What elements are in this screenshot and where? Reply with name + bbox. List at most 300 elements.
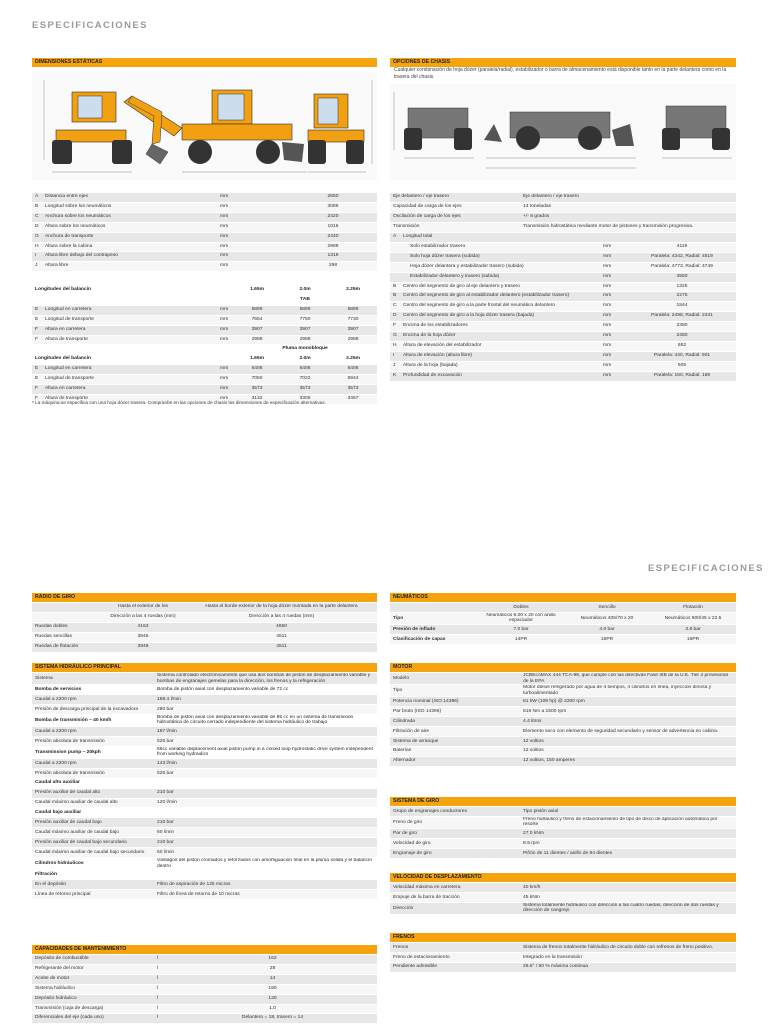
row-label: Altura de la hoja (bajada): [400, 361, 600, 371]
row-value: Sistema totalmente hidráulico con dirección a las cuatro ruedas, dirección de dos ruedas y dirección de cangrejo: [520, 902, 736, 914]
row-value: 143 l/min: [154, 759, 377, 769]
row-label: Alternador: [390, 756, 520, 766]
table-row: [32, 632, 377, 642]
row-value-3: 6944: [329, 375, 377, 385]
chassis-front-view: [394, 92, 474, 158]
row-label: Altura de transporte: [42, 394, 217, 404]
row-value: 12 voltios: [520, 736, 736, 746]
tab-head-c1: 1.65m: [233, 286, 281, 295]
mono-head-c3: 2.25m: [329, 355, 377, 365]
row-label: Presión absoluta de transmisión: [32, 736, 154, 746]
row-key: B: [390, 282, 400, 292]
table-row: [32, 315, 377, 325]
row-value-2: 4511: [186, 642, 377, 652]
row-label: Potencia nominal (ISO 14396): [390, 697, 520, 707]
row-key: K: [390, 371, 400, 381]
tab-head-c3: 2.25m: [329, 286, 377, 295]
row-label: Longitud en carretera: [42, 365, 217, 375]
row-value-2: 3573: [281, 385, 329, 395]
row-value: Paralela: 440, Radial: 501: [628, 351, 736, 361]
motor-title-bar: MOTOR: [390, 663, 736, 672]
row-value: Integrado en la transmisión: [520, 952, 736, 962]
row-label: Presión de descarga principal de la excavadora: [32, 704, 154, 714]
row-unit: mm: [600, 371, 628, 381]
mono-head-c1: 1.65m: [233, 355, 281, 365]
table-row: [32, 768, 377, 778]
table-row: [390, 717, 736, 727]
row-value-1: 3132: [233, 394, 281, 404]
row-unit: mm: [600, 272, 628, 282]
table-row: [390, 673, 736, 685]
table-row: [390, 736, 736, 746]
row-label: Modelo: [390, 673, 520, 685]
row-value-2: 7022: [281, 375, 329, 385]
row-unit: l: [154, 994, 168, 1004]
table-row: [32, 889, 377, 899]
row-value: [154, 778, 377, 788]
table-row: [390, 962, 736, 972]
row-key: F: [390, 322, 400, 332]
table-row: [32, 242, 377, 252]
row-key: H: [390, 341, 400, 351]
chassis-options-diagram: [390, 84, 736, 180]
row-value: 2275: [628, 292, 736, 302]
row-value-1: 3907: [233, 325, 281, 335]
row-label: Clasificación de capas: [390, 634, 478, 644]
row-value-3: 7730: [329, 315, 377, 325]
row-value: +/- 8 grados: [520, 212, 736, 222]
row-value: 1016: [289, 222, 377, 232]
table-row: [390, 848, 736, 858]
row-label: Aceite de motor: [32, 974, 154, 984]
row-value-2: 4.0 bar: [564, 625, 650, 635]
row-label: Longitud de transporte: [42, 375, 217, 385]
row-label: Solo estabilizador trasero: [400, 242, 600, 252]
row-value: 298: [289, 262, 377, 272]
row-value-3: 3907: [329, 325, 377, 335]
row-unit: mm: [217, 262, 289, 272]
chasis-top-table: [390, 193, 736, 233]
table-row: [32, 714, 377, 726]
vel-title-bar: VELOCIDAD DE DESPLAZAMIENTO: [390, 873, 736, 882]
table-row: [32, 262, 377, 272]
row-value: 1319: [289, 252, 377, 262]
row-label: Centro del segmento de giro al estabilizador delantero (estabilizador trasero): [400, 292, 600, 302]
table-row: [32, 232, 377, 242]
row-label: Distancia entre ejes: [42, 193, 217, 202]
row-value-1: 2988: [233, 335, 281, 345]
row-unit: mm: [600, 252, 628, 262]
row-value: 60 l/min: [154, 828, 377, 838]
row-key: I: [32, 252, 42, 262]
table-row: [390, 625, 736, 635]
row-label: Altura libre debajo del contrapeso: [42, 252, 217, 262]
table-row: [390, 371, 736, 381]
row-value: Paralela: 150, Radial: 169: [628, 371, 736, 381]
row-label: Par de giro: [390, 829, 520, 839]
row-key: [390, 262, 400, 272]
tab-sub-label: TAB: [233, 295, 377, 305]
table-row: [32, 222, 377, 232]
row-value: 2380: [628, 322, 736, 332]
row-key: D: [32, 222, 42, 232]
table-row: [390, 361, 736, 371]
dims-note: * La máquina se especifica con una hoja dózer trasera. Compruebe en las opciones de chasis las dimensiones de especificación alternativas.: [32, 400, 326, 405]
row-unit: mm: [217, 193, 289, 202]
row-label: Cilindros hidráulicos: [32, 857, 154, 869]
table-row: [32, 838, 377, 848]
row-value-3: 3573: [329, 385, 377, 395]
row-unit: mm: [600, 332, 628, 342]
row-label: Dirección: [390, 902, 520, 914]
row-label: Transmisión: [390, 222, 520, 232]
row-value: Bomba de pistón axial con desplazamiento variable de 72 cc: [154, 685, 377, 695]
table-row: [32, 365, 377, 375]
row-label: Par bruto (ISO 14396): [390, 707, 520, 717]
row-value: 2988: [289, 242, 377, 252]
row-unit: mm: [600, 282, 628, 292]
row-label: Centro del segmento de giro al eje delantero y trasero: [400, 282, 600, 292]
table-row: [32, 955, 377, 964]
mant-title-bar: CAPACIDADES DE MANTENIMIENTO: [32, 945, 377, 954]
row-label: Bomba de transmisión – 40 km/h: [32, 714, 154, 726]
row-unit: mm: [217, 212, 289, 222]
row-value-2: 16PR: [564, 634, 650, 644]
row-value: 4119: [628, 242, 736, 252]
row-key: E: [32, 305, 42, 315]
row-value: 2650: [289, 193, 377, 202]
row-key: B: [390, 292, 400, 302]
row-unit: mm: [217, 325, 233, 335]
row-unit: l: [154, 1014, 168, 1024]
row-label: Estabilizador delantero y trasero (subida): [400, 272, 600, 282]
row-value: Filtro de línea de retorno de 10 micras: [154, 889, 377, 899]
table-row: [32, 685, 377, 695]
row-unit: l: [154, 1004, 168, 1014]
row-value-3: 3457: [329, 394, 377, 404]
row-label: Refrigerante del motor: [32, 964, 154, 974]
table-row: [32, 828, 377, 838]
row-value: 12 voltios: [520, 746, 736, 756]
side-view-illustration: [124, 90, 307, 172]
row-value-1: 5899: [233, 305, 281, 315]
row-unit: [600, 233, 628, 242]
row-unit: mm: [217, 335, 233, 345]
row-unit: mm: [217, 232, 289, 242]
row-label: Bomba de servicios: [32, 685, 154, 695]
tab-head-c2: 2.0m: [281, 286, 329, 295]
table-row: [390, 233, 736, 242]
front-view-illustration: [44, 80, 132, 172]
hidr-table: [32, 673, 377, 900]
row-label: Frenos: [390, 943, 520, 952]
row-value: Delantero = 18, trasero = 14: [168, 1014, 377, 1024]
row-value: Piñón de 11 dientes / anillo de 84 dientes: [520, 848, 736, 858]
mant-table: [32, 955, 377, 1024]
row-unit: l: [154, 955, 168, 964]
chasis-table: [390, 233, 736, 382]
row-label: Diferenciales del eje (cada uno): [32, 1014, 154, 1024]
row-label: Altura sobre la cabina: [42, 242, 217, 252]
table-row: [32, 335, 377, 345]
row-value: Vástagos del pistón cromados y reforzados con amortiguación final en la pluma sólida y el balancín dentro: [154, 857, 377, 869]
row-unit: mm: [600, 351, 628, 361]
row-label: Altura en carretera: [42, 385, 217, 395]
row-value: 130: [168, 994, 377, 1004]
mono-head-c2: 2.0m: [281, 355, 329, 365]
table-row: [32, 642, 377, 652]
row-key: H: [32, 242, 42, 252]
row-label: Transmission pump – 20kph: [32, 746, 154, 758]
row-label: Longitud sobre los neumáticos: [42, 202, 217, 212]
table-row: [390, 892, 736, 902]
table-row: [32, 622, 377, 632]
row-label: Eje delantero / eje trasero: [390, 193, 520, 202]
row-label: Ruedas sencillas: [32, 632, 100, 642]
radio-title-bar: RADIO DE GIRO: [32, 593, 377, 602]
row-value-2: 7750: [281, 315, 329, 325]
neum-title-bar: NEUMÁTICOS: [390, 593, 736, 602]
dims-title-bar: DIMENSIONES ESTÁTICAS: [32, 58, 377, 67]
row-label: Altura en carretera: [42, 325, 217, 335]
row-label: Caudal máximo auxiliar de caudal bajo secundario: [32, 848, 154, 858]
chasis-description: Cualquier combinación de hoja dózer (paralela/radial), estabilizador o barra de almacenamiento está disponible tanto en la parte delantera como en la trasera del chasis.: [394, 67, 727, 80]
row-unit: mm: [217, 252, 289, 262]
hidr-title-bar: SISTEMA HIDRÁULICO PRINCIPAL: [32, 663, 377, 672]
row-unit: mm: [600, 361, 628, 371]
row-value-2: 3907: [281, 325, 329, 335]
row-unit: mm: [217, 222, 289, 232]
row-key: C: [390, 302, 400, 312]
row-value-2: 5899: [281, 305, 329, 315]
row-label: Profundidad de excavación: [400, 371, 600, 381]
row-label: Altura de elevación del estabilizador: [400, 341, 600, 351]
row-value: 652: [628, 341, 736, 351]
row-value-2: 6406: [281, 365, 329, 375]
table-row: [32, 385, 377, 395]
row-value-1: 7.0 bar: [478, 625, 564, 635]
row-value: [154, 808, 377, 818]
row-key: E: [32, 375, 42, 385]
row-key: A: [390, 233, 400, 242]
table-row: [390, 816, 736, 828]
row-value: 14 toneladas: [520, 202, 736, 212]
row-label: Freno de giro: [390, 816, 520, 828]
row-value: Tipo pistón axial: [520, 807, 736, 816]
row-label: Línea de retorno principal: [32, 889, 154, 899]
row-label: Longitud en carretera: [42, 305, 217, 315]
row-value-3: 6406: [329, 365, 377, 375]
row-key: F: [32, 325, 42, 335]
row-label: Hoja dózer delantera y estabilizador trasero (subida): [400, 262, 600, 272]
table-row: [390, 838, 736, 848]
table-row: [390, 282, 736, 292]
row-key: [390, 242, 400, 252]
table-row: [390, 202, 736, 212]
table-row: [390, 685, 736, 697]
neum-head-c1: Dobles: [478, 603, 564, 612]
table-row: [390, 902, 736, 914]
row-value: 40 km/h: [520, 883, 736, 892]
table-row: [32, 736, 377, 746]
row-value: Elemento seco con elemento de seguridad secundario y sensor de advertencia en cabina.: [520, 727, 736, 737]
row-label: Pendiente admisible: [390, 962, 520, 972]
table-row: [390, 302, 736, 312]
row-label: Baterías: [390, 746, 520, 756]
row-value: Freno hidráulico y freno de estacionamiento de tipo de disco de aplicación automática por resorte: [520, 816, 736, 828]
radio-h3: Dirección a las 4 ruedas (mm): [100, 612, 186, 622]
row-value: Paralela: 4342, Radial: 4519: [628, 252, 736, 262]
row-label: Sistema: [32, 673, 154, 685]
table-row: [32, 212, 377, 222]
row-value: 1325: [628, 282, 736, 292]
row-value-1: 4163: [100, 622, 186, 632]
row-label: Presión auxiliar de caudal bajo: [32, 818, 154, 828]
row-unit: mm: [217, 305, 233, 315]
row-key: E: [32, 315, 42, 325]
table-row: [32, 880, 377, 890]
row-value: 60 l/min: [154, 848, 377, 858]
row-value: [628, 233, 736, 242]
row-label: Encima de la hoja dózer: [400, 332, 600, 342]
row-value-3: 16PR: [650, 634, 736, 644]
row-unit: mm: [600, 322, 628, 332]
row-value: 210 bar: [154, 788, 377, 798]
rear-view-illustration: [308, 80, 372, 172]
row-label: Sistema de arranque: [390, 736, 520, 746]
row-value: 2450: [628, 332, 736, 342]
row-label: Longitud de transporte: [42, 315, 217, 325]
row-label: Oscilación de carga de los ejes: [390, 212, 520, 222]
row-label: Tipo: [390, 685, 520, 697]
dims-tab-table: [32, 286, 377, 405]
row-value: 516 Nm a 1500 rpm: [520, 707, 736, 717]
row-label: Solo hoja dózer trasera (subida): [400, 252, 600, 262]
row-key: G: [390, 332, 400, 342]
row-unit: mm: [600, 312, 628, 322]
row-unit: mm: [217, 315, 233, 325]
giro-title-bar: SISTEMA DE GIRO: [390, 797, 736, 806]
row-value-3: Neumáticos 500/45 x 22.5: [650, 612, 736, 624]
table-row: [32, 994, 377, 1004]
neum-table: [390, 603, 736, 645]
table-row: [32, 325, 377, 335]
row-label: Presión auxiliar de caudal alto: [32, 788, 154, 798]
table-row: [390, 252, 736, 262]
row-value: 81 kW (109 hp) @ 2200 rpm: [520, 697, 736, 707]
row-value-3: 2988: [329, 335, 377, 345]
table-row: [32, 808, 377, 818]
row-value: 12 voltios, 150 amperes: [520, 756, 736, 766]
row-value: Transmisión hidrostática mediante motor de pistones y transmisión progresiva.: [520, 222, 736, 232]
row-label: Sistema hidráulico: [32, 984, 154, 994]
row-label: Centro del segmento de giro a la parte frontal del neumático delantero: [400, 302, 600, 312]
row-key: F: [32, 394, 42, 404]
row-value: 26.6° / 50 % máxima continua: [520, 962, 736, 972]
row-value: 1.0: [168, 1004, 377, 1014]
row-label: Altura de transporte: [42, 335, 217, 345]
chasis-title-bar: OPCIONES DE CHASIS: [390, 58, 736, 67]
dims-table: [32, 193, 377, 272]
row-unit: mm: [217, 242, 289, 252]
row-value: 45 kNm: [520, 892, 736, 902]
row-key: E: [32, 365, 42, 375]
table-row: [390, 351, 736, 361]
table-row: [32, 974, 377, 984]
row-label: Caudal a 2200 rpm: [32, 759, 154, 769]
row-value: Sistema de frenos totalmente hidráulico de circuito doble con refrenos de freno positivo.: [520, 943, 736, 952]
row-label: Freno de estacionamiento: [390, 952, 520, 962]
row-value: 525 bar: [154, 768, 377, 778]
table-row: [390, 707, 736, 717]
table-row: [32, 984, 377, 994]
row-value-1: 7050: [233, 375, 281, 385]
table-row: [390, 242, 736, 252]
table-row: [390, 193, 736, 202]
row-value-2: 4650: [186, 622, 377, 632]
row-value: JCBEcoMAX 444 TCA-99, que cumple con las directivas Fase IIIB de la U.E. Tier 4 provisional de la EPA: [520, 673, 736, 685]
row-label: Empuje de la barra de tracción: [390, 892, 520, 902]
page-header-top: ESPECIFICACIONES: [32, 20, 148, 31]
mono-head-label: Longitudes del balancín: [32, 355, 233, 365]
radio-h1: Hasta el exterior de los: [100, 603, 186, 612]
row-value: 8.9 rpm: [520, 838, 736, 848]
row-label: Caudal alto auxiliar: [32, 778, 154, 788]
row-value: [154, 870, 377, 880]
table-row: [390, 746, 736, 756]
table-row: [32, 848, 377, 858]
row-value: 120 l/min: [154, 798, 377, 808]
table-row: [32, 1014, 377, 1024]
row-value-3: 3.8 bar: [650, 625, 736, 635]
row-label: Velocidad máxima en carretera: [390, 883, 520, 892]
row-label: Caudal bajo auxiliar: [32, 808, 154, 818]
row-value: 65cc variable displacement axial piston pump in a closed loop hydrostatic drive system independent from working hydraulics: [154, 746, 377, 758]
row-value-1: 3946: [100, 632, 186, 642]
row-key: J: [390, 361, 400, 371]
table-row: [32, 193, 377, 202]
mono-title: Pluma monobloque: [233, 345, 377, 355]
row-value-2: 2988: [281, 335, 329, 345]
table-row: [32, 759, 377, 769]
row-label: Caudal a 2200 rpm: [32, 727, 154, 737]
table-row: [32, 375, 377, 385]
row-value-1: 3946: [100, 642, 186, 652]
row-value: Paralela: 4773, Radial: 4749: [628, 262, 736, 272]
row-value: 190: [168, 984, 377, 994]
row-label: Caudal máximo auxiliar de caudal bajo: [32, 828, 154, 838]
tab-head-label: Longitudes del balancín: [32, 286, 233, 295]
row-value-2: 3305: [281, 394, 329, 404]
table-row: [390, 341, 736, 351]
neum-head-c3: Flotación: [650, 603, 736, 612]
row-label: Cilindrada: [390, 717, 520, 727]
row-value: 28: [168, 964, 377, 974]
row-value: Paralela: 2498, Radial: 2431: [628, 312, 736, 322]
row-value-1: 14PR: [478, 634, 564, 644]
row-key: F: [32, 335, 42, 345]
radio-table: [32, 603, 377, 653]
table-row: [32, 746, 377, 758]
row-label: Velocidad de giro: [390, 838, 520, 848]
table-row: [32, 788, 377, 798]
table-row: [390, 292, 736, 302]
table-row: [32, 673, 377, 685]
row-label: Presión absoluta de transmisión: [32, 768, 154, 778]
row-unit: mm: [600, 341, 628, 351]
giro-table: [390, 807, 736, 859]
row-unit: l: [154, 964, 168, 974]
